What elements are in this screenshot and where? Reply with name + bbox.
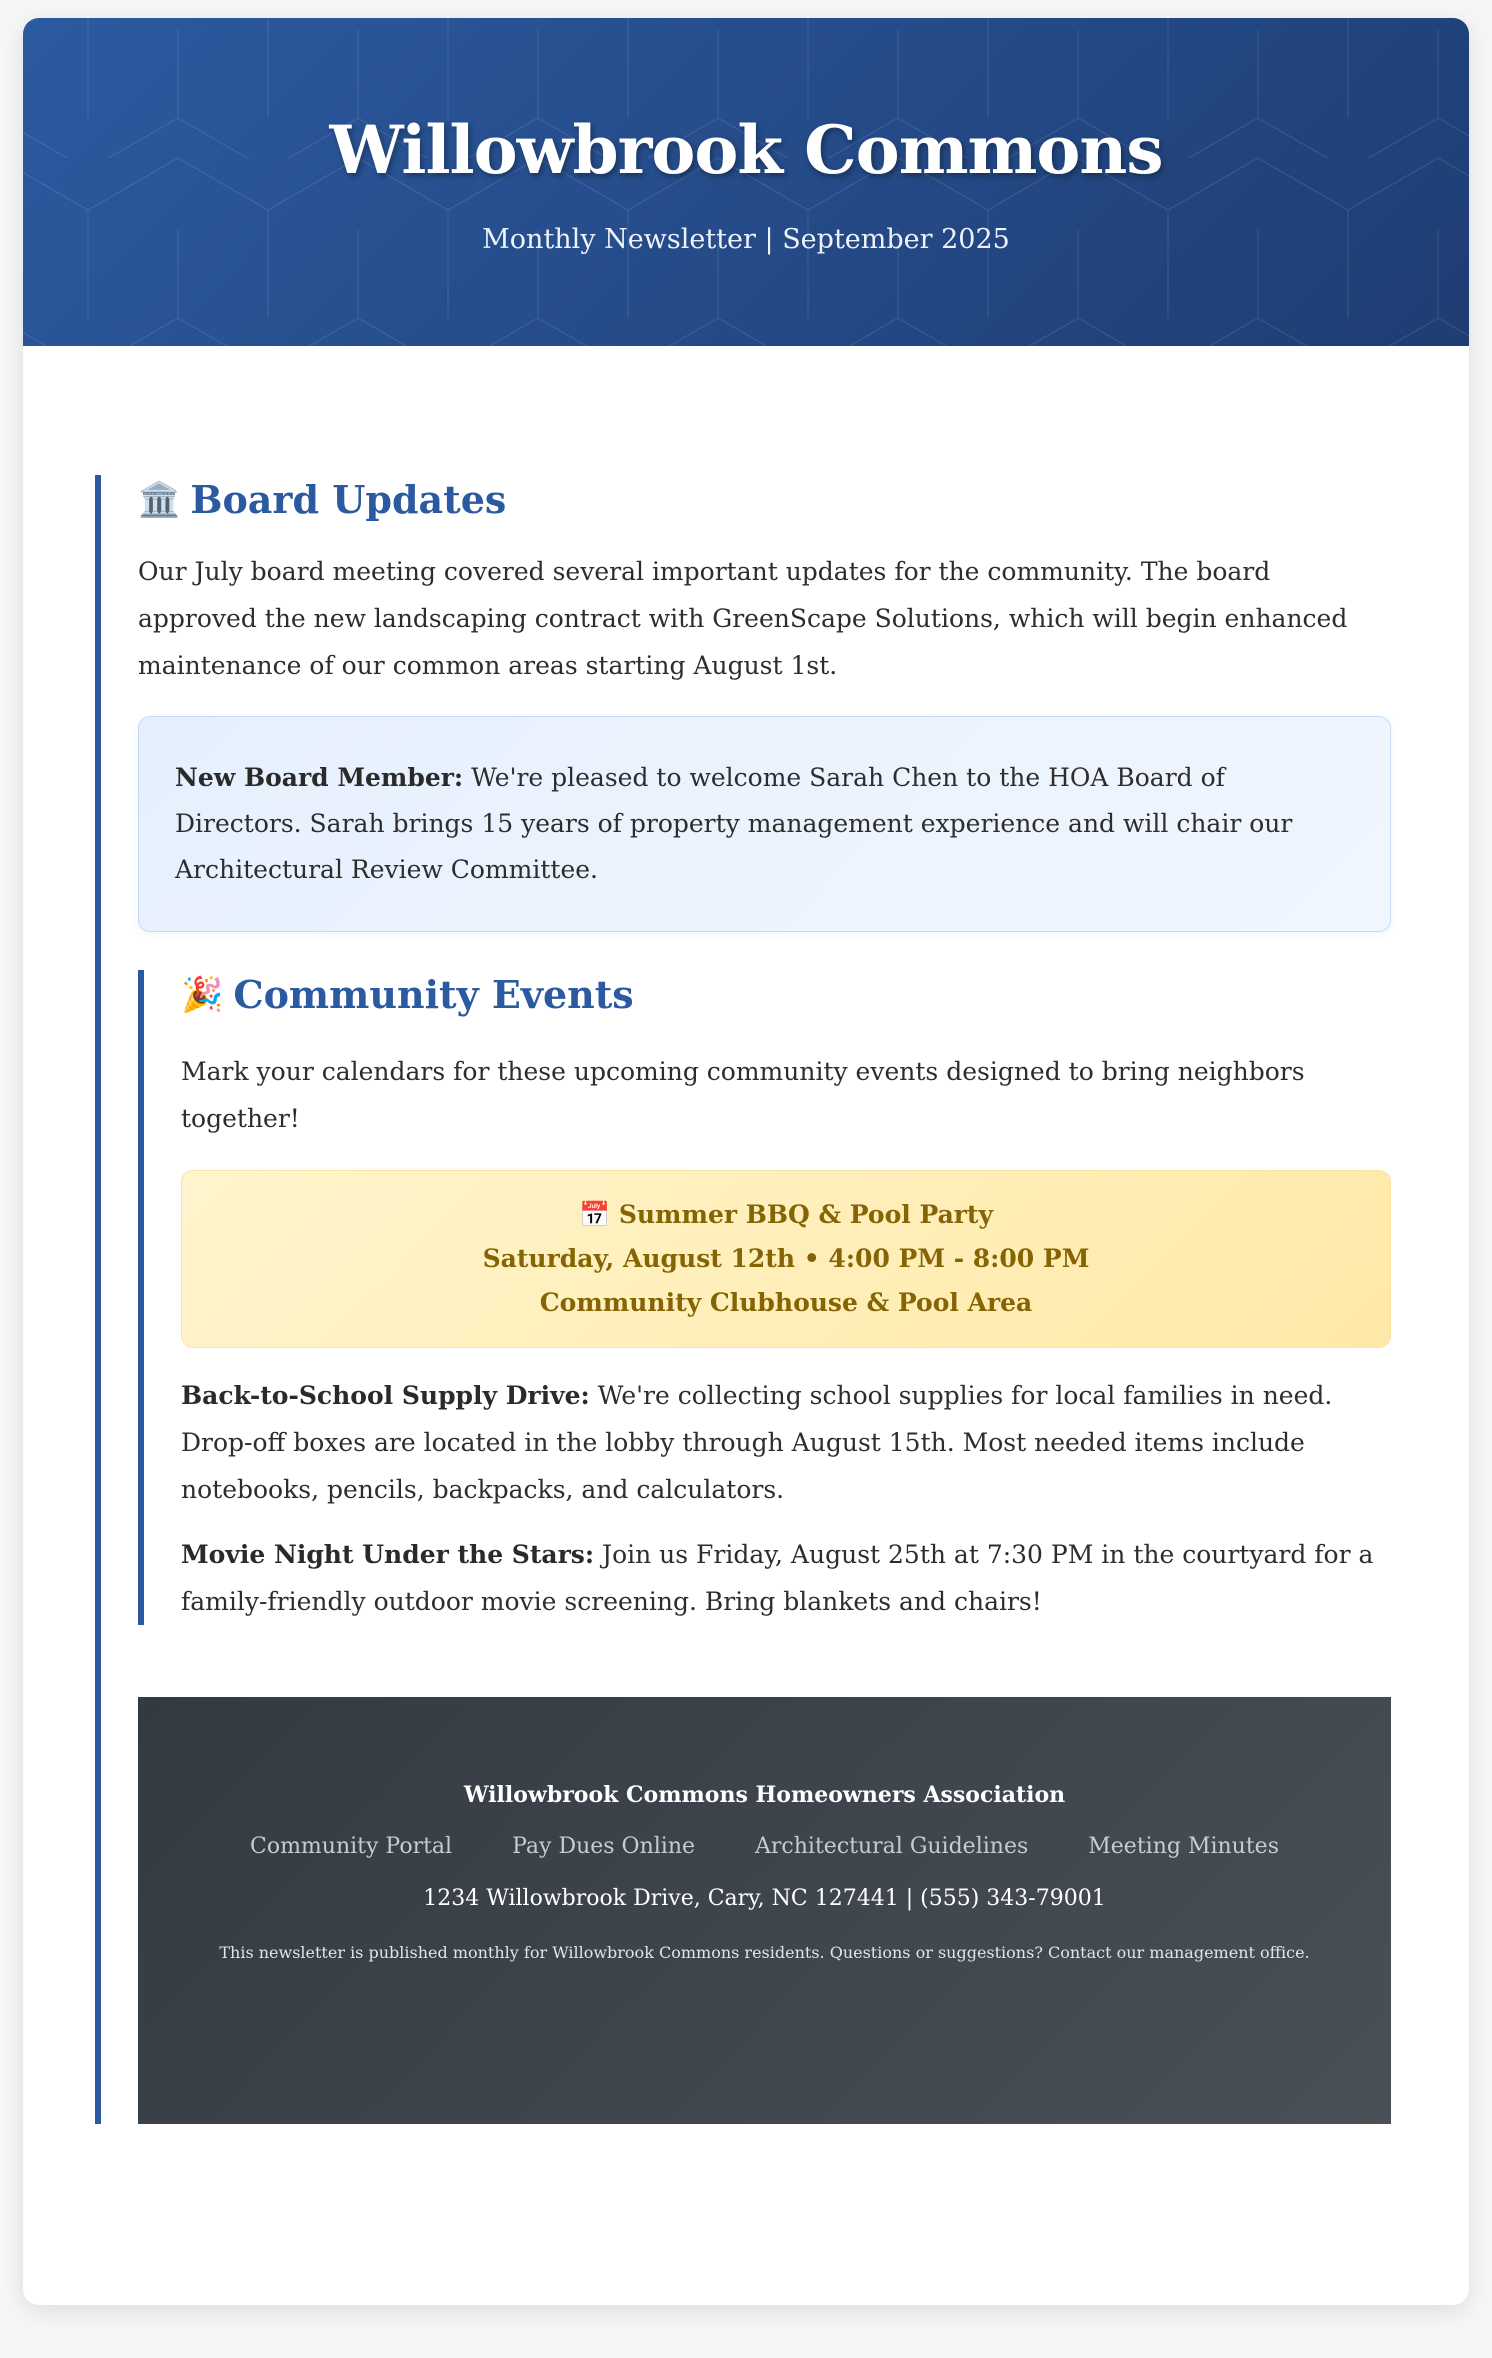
footer-link-community-portal[interactable]: Community Portal	[249, 1834, 453, 1859]
community-events-section	[138, 970, 1391, 1625]
community-events-heading	[181, 970, 1391, 1020]
featured-event-datetime: Saturday, August 12th • 4:00 PM - 8:00 PM	[482, 1244, 1090, 1273]
newsletter-header	[23, 18, 1469, 346]
calendar-icon: 📅	[578, 1200, 611, 1229]
footer-links	[138, 1831, 1391, 1863]
board-updates-intro: Our July board meeting covered several important updates for the community. The board approved the new landscaping contract with GreenScape Solutions, which will begin enhanced maintenance of our common areas starting August 1st.	[138, 557, 1348, 680]
newsletter-footer	[138, 1697, 1391, 2124]
event-item-movie-night	[181, 1531, 1391, 1625]
event-item-text: Join us Friday, August 25th at 7:30 PM in the courtyard for a family-friendly outdoor movie screening. Bring blankets and chairs!	[181, 1540, 1374, 1616]
board-updates-heading	[138, 475, 1397, 525]
newsletter-content	[23, 346, 1469, 2124]
footer-link-architectural-guidelines[interactable]: Architectural Guidelines	[755, 1834, 1029, 1859]
featured-event-name-line	[202, 1193, 1370, 1237]
event-item-text: We're collecting school supplies for local families in need. Drop-off boxes are located in the lobby through August 15th. Most needed items include notebooks, pencils, backpacks, and calculators.	[181, 1381, 1333, 1504]
newsletter-title: Willowbrook Commons	[329, 111, 1163, 189]
board-updates-heading-text: Board Updates	[190, 477, 507, 522]
board-updates-section	[95, 475, 1397, 2124]
newsletter-subtitle: Monthly Newsletter | September 2025	[482, 224, 1010, 255]
new-board-member-text	[175, 755, 1354, 893]
community-events-heading-text: Community Events	[233, 972, 634, 1017]
footer-org-name: Willowbrook Commons Homeowners Association	[463, 1782, 1066, 1808]
event-item-supply-drive	[181, 1372, 1391, 1513]
newsletter-container	[23, 18, 1469, 2305]
new-board-member-label: New Board Member:	[175, 763, 464, 792]
featured-event-card	[181, 1170, 1391, 1348]
party-popper-icon: 🎉	[181, 975, 224, 1015]
featured-event-name: Summer BBQ & Pool Party	[618, 1200, 994, 1229]
featured-event-location: Community Clubhouse & Pool Area	[539, 1288, 1033, 1317]
footer-link-pay-dues-online[interactable]: Pay Dues Online	[512, 1834, 696, 1859]
event-item-label: Movie Night Under the Stars:	[181, 1540, 595, 1569]
footer-disclaimer: This newsletter is published monthly for Willowbrook Commons residents. Questions or suggestions? Contact our management office.	[219, 1943, 1310, 1962]
classical-building-icon: 🏛️	[138, 480, 181, 520]
community-events-intro: Mark your calendars for these upcoming community events designed to bring neighbors together!	[181, 1057, 1305, 1133]
new-board-member-body: We're pleased to welcome Sarah Chen to the HOA Board of Directors. Sarah brings 15 years of property management experience and will chair our Architectural Review Committee.	[175, 763, 1293, 884]
event-item-label: Back-to-School Supply Drive:	[181, 1381, 590, 1410]
footer-link-meeting-minutes[interactable]: Meeting Minutes	[1088, 1834, 1279, 1859]
footer-address: 1234 Willowbrook Drive, Cary, NC 127441 | (555) 343-79001	[423, 1886, 1106, 1911]
new-board-member-callout	[138, 716, 1391, 932]
